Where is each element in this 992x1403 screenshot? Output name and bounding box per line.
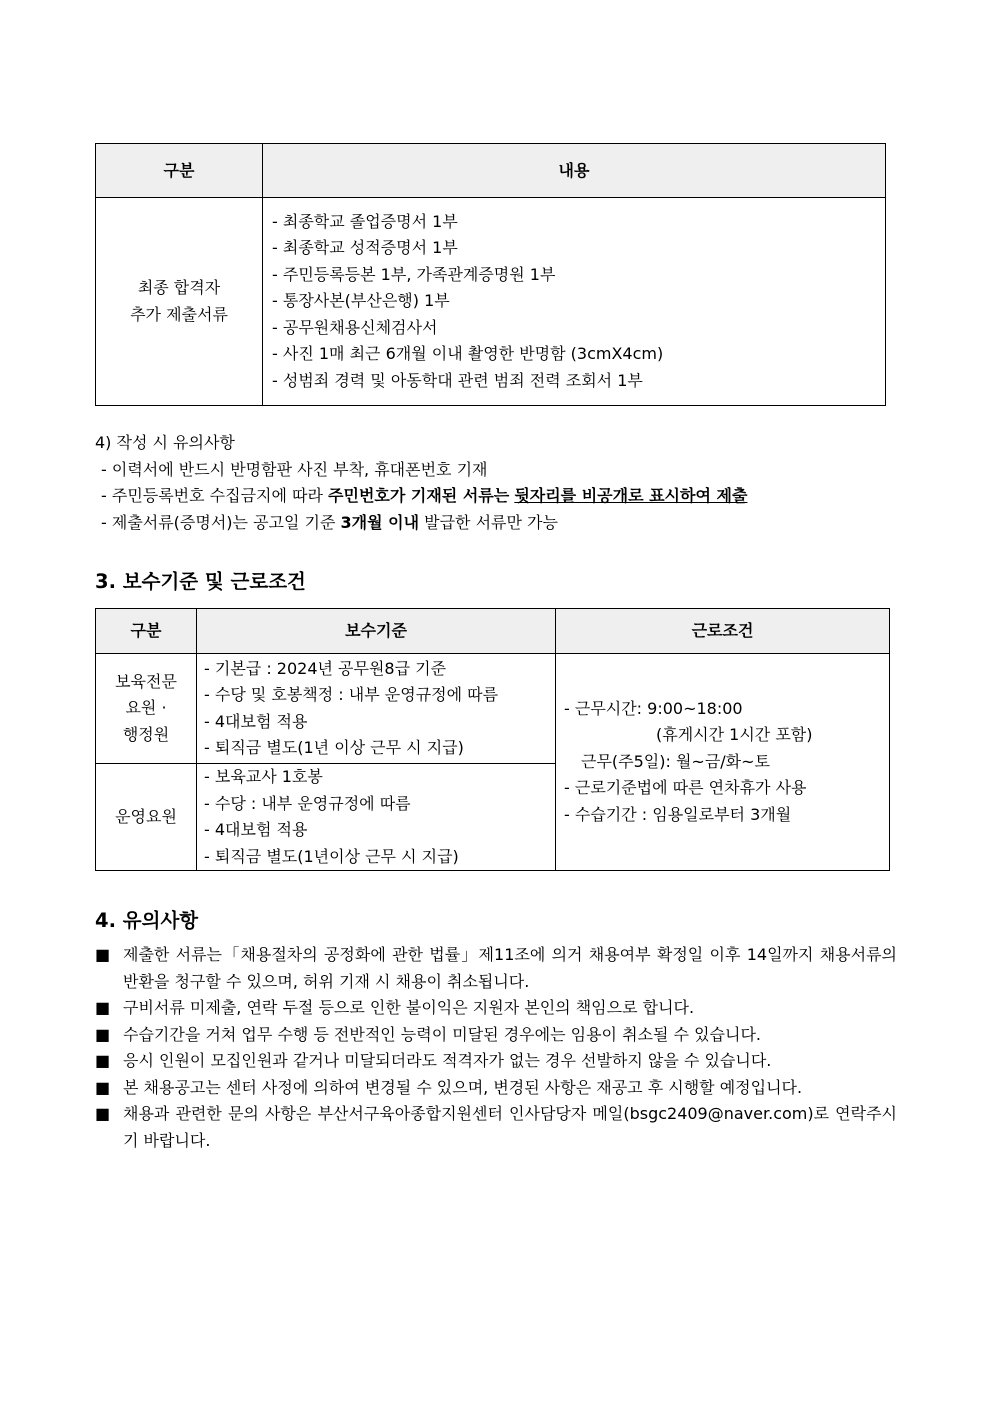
salary-items-childcare [197, 654, 556, 764]
list-item: - 주민등록등본 1부, 가족관계증명원 1부 [272, 264, 556, 284]
salary-table [95, 608, 890, 871]
list-item [95, 1048, 897, 1075]
label-line: 행정원 [122, 724, 170, 744]
condition-line: (휴게시간 1시간 포함) [656, 725, 813, 745]
list-item: - 보육교사 1호봉 [204, 767, 323, 786]
list-item: - 공무원채용신체검사서 [272, 317, 438, 337]
label-line: 보육전문 [115, 671, 177, 691]
documents-row-label [96, 198, 263, 406]
list-item: - 성범죄 경력 및 아동학대 관련 범죄 전력 조회서 1부 [272, 370, 643, 390]
list-item: - 기본급 : 2024년 공무원8급 기준 [204, 658, 447, 678]
documents-header-content: 내용 [263, 144, 886, 198]
note-2-prefix: - 주민등록번호 수집금지에 따라 [101, 486, 329, 505]
note-3-bold: 3개월 이내 [340, 512, 420, 532]
bullet-square-icon: ■ [95, 1051, 111, 1070]
list-item [95, 995, 897, 1022]
condition-line: - 근로기준법에 따른 연차휴가 사용 [564, 778, 807, 798]
writing-notes-title: 4) 작성 시 유의사항 [95, 433, 235, 452]
row-label-line-2: 추가 제출서류 [130, 304, 228, 324]
bullet-square-icon: ■ [95, 1077, 111, 1097]
condition-line: - 근무시간: 9:00~18:00 [564, 698, 743, 718]
caution-text: 응시 인원이 모집인원과 같거나 미달되더라도 적격자가 없는 경우 선발하지 않을 수 있습니다. [123, 1051, 772, 1070]
condition-line: - 수습기간 : 임용일로부터 3개월 [564, 804, 792, 824]
working-conditions [556, 654, 890, 871]
list-item: - 사진 1매 최근 6개월 이내 촬영한 반명함 (3cmX4cm) [272, 344, 664, 364]
note-3-suffix: 발급한 서류만 가능 [419, 512, 558, 532]
list-item: - 수당 및 호봉책정 : 내부 운영규정에 따름 [204, 685, 499, 704]
label-line: 요원 · [125, 698, 167, 718]
list-item: - 4대보험 적용 [204, 820, 308, 839]
caution-text: 구비서류 미제출, 연락 두절 등으로 인한 불이익은 지원자 본인의 책임으로 합니다. [123, 998, 695, 1017]
list-item [95, 942, 897, 995]
writing-note-1: - 이력서에 반드시 반명함판 사진 부착, 휴대폰번호 기재 [101, 459, 488, 479]
list-item: - 4대보험 적용 [204, 711, 308, 731]
bullet-square-icon: ■ [95, 1104, 111, 1123]
list-item: - 통장사본(부산은행) 1부 [272, 291, 450, 311]
condition-line: 근무(주5일): 월~금/화~토 [581, 751, 770, 771]
list-item: - 최종학교 성적증명서 1부 [272, 238, 458, 258]
writing-note-2 [95, 483, 895, 510]
documents-header-category: 구분 [96, 144, 263, 198]
section-4-title: 4. 유의사항 [95, 909, 199, 932]
caution-text: 본 채용공고는 센터 사정에 의하여 변경될 수 있으며, 변경된 사항은 재공고 후 시행할 예정입니다. [123, 1077, 803, 1097]
list-item [95, 1101, 897, 1154]
caution-text: 채용과 관련한 문의 사항은 부산서구육아종합지원센터 인사담당자 메일(bsgc2409@naver.com)로 연락주시기 바랍니다. [123, 1104, 897, 1150]
note-2-emphasis: 뒷자리를 비공개로 표시하여 제출 [514, 486, 748, 505]
list-item [95, 1022, 897, 1049]
bullet-square-icon: ■ [95, 1024, 111, 1044]
note-2-bold: 주민번호가 기재된 서류는 [328, 486, 510, 505]
salary-row-label-childcare [96, 654, 197, 764]
writing-notes [95, 430, 895, 536]
bullet-square-icon: ■ [95, 945, 111, 964]
list-item: - 퇴직금 별도(1년 이상 근무 시 지급) [204, 738, 464, 757]
salary-header-category: 구분 [96, 609, 197, 654]
salary-row-label-operations: 운영요원 [96, 764, 197, 871]
section-3-title: 3. 보수기준 및 근로조건 [95, 570, 306, 593]
list-item: - 퇴직금 별도(1년이상 근무 시 지급) [204, 846, 459, 866]
salary-header-standard: 보수기준 [197, 609, 556, 654]
salary-header-conditions: 근로조건 [556, 609, 890, 654]
caution-text: 제출한 서류는「채용절차의 공정화에 관한 법률」제11조에 의거 채용여부 확정일 이후 14일까지 채용서류의 반환을 청구할 수 있으며, 허위 기재 시 채용이 취소됩니다. [123, 945, 897, 991]
list-item [95, 1075, 897, 1102]
salary-items-operations [197, 764, 556, 871]
documents-table [95, 143, 886, 406]
writing-note-3 [95, 510, 895, 537]
row-label-line-1: 최종 합격자 [137, 278, 221, 297]
list-item: - 최종학교 졸업증명서 1부 [272, 211, 458, 231]
caution-text: 수습기간을 거쳐 업무 수행 등 전반적인 능력이 미달된 경우에는 임용이 취소될 수 있습니다. [123, 1024, 761, 1044]
caution-list [95, 942, 897, 1154]
note-3-prefix: - 제출서류(증명서)는 공고일 기준 [101, 512, 341, 532]
list-item: - 수당 : 내부 운영규정에 따름 [204, 793, 411, 813]
bullet-square-icon: ■ [95, 998, 111, 1017]
documents-list [263, 198, 886, 406]
